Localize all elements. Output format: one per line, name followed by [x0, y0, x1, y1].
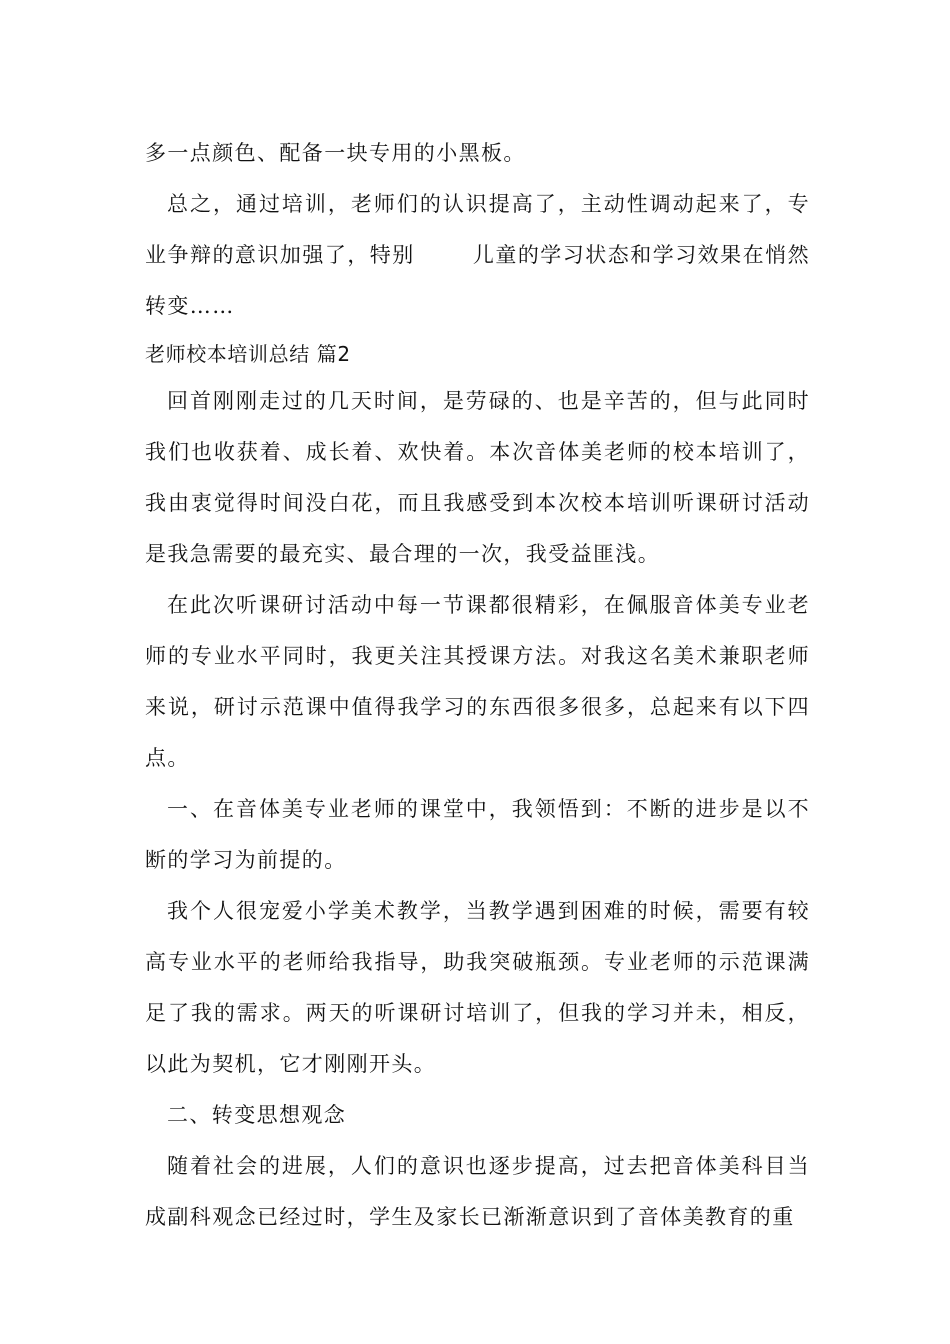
section-heading: 老师校本培训总结 篇2: [145, 342, 351, 366]
paragraph-point-two: 二、转变思想观念: [167, 1103, 347, 1127]
paragraph-personal: 我个人很宠爱小学美术教学，当教学遇到困难的时候，需要有较高专业水平的老师给我指导，助我突破瓶颈。专业老师的示范课满足了我的需求。两天的听课研讨培训了，但我的学习并未，相反，以此为契机，它才刚刚开头。: [145, 899, 810, 1076]
paragraph-summary-part-1: 总之，通过培训，老师们的认识提高了，主动性调动起来了，专业争辩的意识加强了，特别: [145, 192, 810, 267]
paragraph-point-one: 一、在音体美专业老师的课堂中，我领悟到：不断的进步是以不断的学习为前提的。: [145, 797, 810, 872]
paragraph-summary-part-2: 儿童的学习状态和学习效果在悄然转变……: [145, 243, 810, 318]
paragraph-continuation: 多一点颜色、配备一块专用的小黑板。: [145, 141, 526, 165]
paragraph-summary: [145, 179, 810, 332]
document-body: [145, 128, 810, 1243]
paragraph-development: 随着社会的进展，人们的意识也逐步提高，过去把音体美科目当成副科观念已经过时，学生及家长已渐渐意识到了音体美教育的重: [145, 1154, 810, 1229]
paragraph-review: 回首刚刚走过的几天时间，是劳碌的、也是辛苦的，但与此同时我们也收获着、成长着、欢快着。本次音体美老师的校本培训了，我由衷觉得时间没白花，而且我感受到本次校本培训听课研讨活动是我急需要的最充实、最合理的一次，我受益匪浅。: [145, 389, 810, 566]
paragraph-activity: 在此次听课研讨活动中每一节课都很精彩，在佩服音体美专业老师的专业水平同时，我更关注其授课方法。对我这名美术兼职老师来说，研讨示范课中值得我学习的东西很多很多，总起来有以下四点。: [145, 593, 810, 770]
